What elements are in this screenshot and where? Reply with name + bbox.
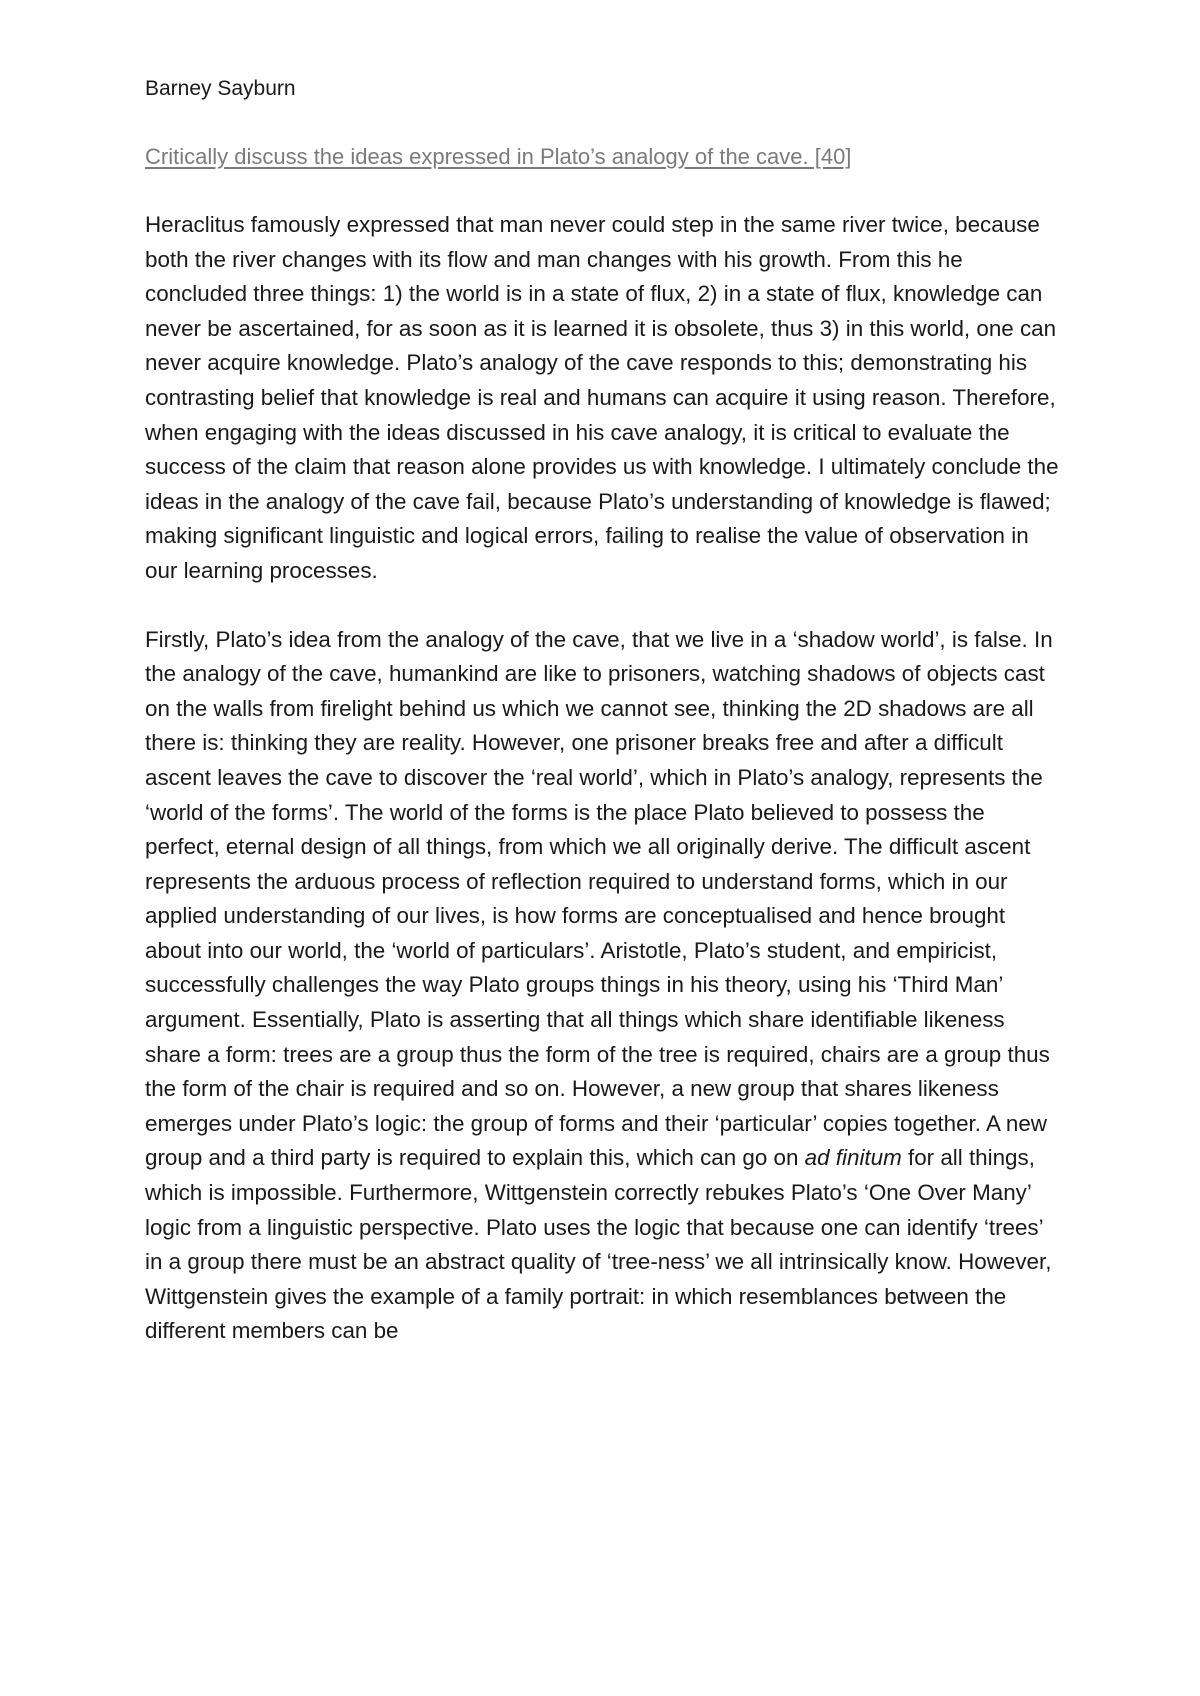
essay-title: Critically discuss the ideas expressed in Plato’s analogy of the cave. [40] <box>145 144 852 169</box>
paragraph-text-end: for all things, which is impossible. Furthermore, Wittgenstein correctly rebukes Plato’s ‘One Over Many’ logic from a linguistic perspective. Plato uses the logic that because one can identify ‘trees’ in a group there must be an abstract quality of ‘tree-ness’ we all intrinsically know. However, Wittgenstein gives the example of a family portrait: in which resemblances between the different members can be <box>145 1145 1052 1344</box>
document-body <box>145 72 1065 1383</box>
paragraph-shadow-world <box>145 623 1065 1349</box>
italic-phrase: ad finitum <box>804 1145 902 1171</box>
author-name: Barney Sayburn <box>145 77 296 100</box>
paragraph-introduction: Heraclitus famously expressed that man never could step in the same river twice, because both the river changes with its flow and man changes with his growth. From this he concluded three things: 1) the world is in a state of flux, 2) in a state of flux, knowledge can never be ascertained, for as soon as it is learned it is obsolete, thus 3) in this world, one can never acquire knowledge. Plato’s analogy of the cave responds to this; demonstrating his contrasting belief that knowledge is real and humans can acquire it using reason. Therefore, when engaging with the ideas discussed in his cave analogy, it is critical to evaluate the success of the claim that reason alone provides us with knowledge. I ultimately conclude the ideas in the analogy of the cave fail, because Plato’s understanding of knowledge is flawed; making significant linguistic and logical errors, failing to realise the value of observation in our learning processes. <box>145 212 1059 583</box>
paragraph-text-start: Firstly, Plato’s idea from the analogy of the cave, that we live in a ‘shadow world’, is false. In the analogy of the cave, humankind are like to prisoners, watching shadows of objects cast on the walls from firelight behind us which we cannot see, thinking the 2D shadows are all there is: thinking they are reality. However, one prisoner breaks free and after a difficult ascent leaves the cave to discover the ‘real world’, which in Plato’s analogy, represents the ‘world of the forms’. The world of the forms is the place Plato believed to possess the perfect, eternal design of all things, from which we all originally derive. The difficult ascent represents the arduous process of reflection required to understand forms, which in our applied understanding of our lives, is how forms are conceptualised and hence brought about into our world, the ‘world of particulars’. Aristotle, Plato’s student, and empiricist, successfully challenges the way Plato groups things in his theory, using his ‘Third Man’ argument. Essentially, Plato is asserting that all things which share identifiable likeness share a form: trees are a group thus the form of the tree is required, chairs are a group thus the form of the chair is required and so on. However, a new group that shares likeness emerges under Plato’s logic: the group of forms and their ‘particular’ copies together. A new group and a third party is required to explain this, which can go on <box>145 626 1053 1171</box>
